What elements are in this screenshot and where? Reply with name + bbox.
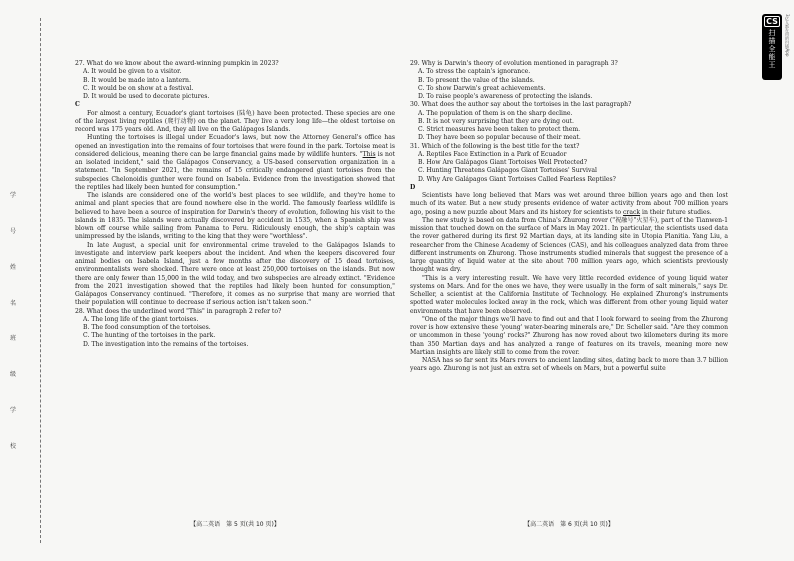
right-column: [410, 60, 728, 546]
q29-option-d: D. To raise people's awareness of protecting the islands.: [418, 93, 593, 100]
passage-d-paragraph-2: The new study is based on data from China's Zhurong rover ("祝融号"火星车), part of the Tianwen-1 mission that touched down on the surface of Mars in May 2021. In particular, the scientists used data the rover gathered during its first 92 Martian days, at its landing site in Utopia Planitia. Yang Liu, a researcher from the Chinese Academy of Sciences (CAS), and his colleagues analyzed data from three different instruments on Zhurong. Those instruments studied minerals that suggest the presence of a large quantity of liquid water at the site about 700 million years ago, which scientists previously thought was dry.: [410, 216, 728, 274]
passage-c-paragraph-4: In late August, a special unit for environmental crime traveled to the Galápagos Islands to investigate and interview park keepers about the incident. And when the keepers discovered four animal bodies on Isabela Island, just a few months after the discovery of 15 dead tortoises, environmentalists were shocked. There were once at least 250,000 tortoises on the islands. But now there are only fewer than 15,000 in the wild today, and two subspecies are already extinct. "Evidence from the 2021 investigation showed that the reptiles had likely been hunted for consumption," Galápagos Conservancy continued. "Therefore, it comes as no surprise that many are worried that their population will continue to decrease if serious action isn't taken soon.": [75, 241, 395, 307]
q30-option-a: A. The population of them is on the sharp decline.: [418, 109, 573, 117]
q29-option-c: C. To show Darwin's great achievements.: [418, 84, 546, 92]
passage-d-paragraph-1: [410, 192, 728, 217]
q28-option-d: D. The investigation into the remains of the tortoises.: [83, 340, 249, 348]
passage-d-paragraph-3: "This is a very interesting result. We have very little recorded evidence of young liquid water systems on Mars. And for the ones we have, they were usually in the form of salt minerals," says Dr. Scheller, a scientist at the California Institute of Technology. He explained Zhurong's instruments spotted water molecules locked away in the rock, which was different from other young liquid water environments that have been observed.: [410, 274, 728, 315]
section-d-heading: D: [410, 183, 416, 191]
passage-d-paragraph-5: NASA has so far sent its Mars rovers to ancient landing sites, dating back to more than 3.7 billion years ago. Zhurong is not just an extra set of wheels on Mars, but a powerful suite: [410, 357, 728, 373]
q31-option-b: B. How Are Galápagos Giant Tortoises Well Protected?: [418, 159, 587, 166]
gutter-char: 学: [9, 407, 16, 415]
q31-option-c: C. Hunting Threatens Galápagos Giant Tortoises' Survival: [418, 167, 597, 175]
gutter-char: 学: [9, 192, 16, 199]
paragraph-text: Hunting the tortoises is illegal under Ecuador's laws, but now the Attorney General's office has opened an investigation into the remains of four tortoises that were found in the park. Tortoise meat is considered delicious, meaning there can be large financial gains made by wildlife hunters. ": [75, 134, 395, 158]
passage-c-paragraph-2: [75, 134, 395, 192]
passage-d-paragraph-4: "One of the major things we'll have to find out and that I look forward to seeing from the Zhurong rover is how extensive these 'young' water-bearing minerals are," Dr. Scheller said. "Are they common or uncommon in these 'young' rocks?" Zhurong has now roved about two kilometers during its more than 350 Martian days and has analyzed a range of features on its travels, meaning more new Martian insights are likely still to come from the rover.: [410, 315, 728, 356]
q30-option-b: B. It is not very surprising that they are dying out.: [418, 117, 574, 125]
paragraph-text: is not an isolated incident," said the Galápagos Conservancy, a US-based conservation organization in a statement. "In September 2021, the remains of 15 critically endangered giant tortoises from the subspecies Chelonoidis gunther were found on Isabela. Evidence from the investigation showed that the reptiles had likely been hunted for consumption.": [75, 150, 395, 191]
app-tagline: 3亿人都在用的扫描App: [785, 14, 790, 57]
passage-c-paragraph-3: The islands are considered one of the world's best places to see wildlife, and they're home to animal and plant species that are found nowhere else in the world. The famously fearless wildlife is believed to have been a source of inspiration for Darwin's theory of evolution, following his visit to the islands in 1835. The islands were actually discovered by accident in 1535, when a Spanish ship was blown off course while sailing from Panama to Peru. Ridiculously enough, the ship's captain was unimpressed by the islands, writing to the king that they were "worthless".: [75, 192, 395, 241]
question-30-stem: 30. What does the author say about the tortoises in the last paragraph?: [410, 101, 632, 109]
question-27-stem: 27. What do we know about the award-winning pumpkin in 2023?: [75, 60, 279, 67]
q28-option-a: A. The long life of the giant tortoises.: [83, 315, 199, 323]
question-29-stem: 29. Why is Darwin's theory of evolution mentioned in paragraph 3?: [410, 60, 618, 67]
paragraph-text: Scientists have long believed that Mars was wet around three billion years ago and then lost much of its water. But a new study presents evidence of water activity from about 700 million years ago, posing a new puzzle about Mars and its history for scientists to: [410, 192, 728, 216]
scanner-app-logo: [762, 14, 782, 80]
section-c-heading: C: [75, 101, 80, 109]
cs-logo-icon: CS: [766, 17, 778, 26]
binding-line: [40, 18, 41, 543]
q27-option-d: D. It would be used to decorate pictures.: [83, 93, 210, 100]
question-31-stem: 31. Which of the following is the best title for the text?: [410, 142, 580, 150]
gutter-char: 校: [9, 442, 16, 450]
gutter-char: 名: [9, 299, 16, 307]
q28-option-c: C. The hunting of the tortoises in the park.: [83, 332, 216, 340]
q27-option-a: A. It would be given to a visitor.: [83, 68, 182, 76]
question-28-stem: 28. What does the underlined word "This" in paragraph 2 refer to?: [75, 307, 282, 315]
q31-option-a: A. Reptiles Face Extinction in a Park of Ecuador: [418, 150, 567, 158]
paragraph-text: in their future studies.: [640, 208, 712, 216]
gutter-char: 号: [9, 227, 16, 235]
left-column: [75, 60, 395, 546]
q27-option-c: C. It would be on show at a festival.: [83, 84, 194, 92]
q27-option-b: B. It would be made into a lantern.: [83, 76, 191, 84]
q30-option-d: D. They have been so popular because of their meat.: [418, 134, 581, 142]
q29-option-b: B. To present the value of the islands.: [418, 76, 535, 84]
gutter-char: 姓: [9, 263, 16, 271]
gutter-char: 级: [9, 371, 16, 379]
page-footer-right: 【高二英语 第 6 页(共 10 页)】: [524, 521, 614, 528]
q29-option-a: A. To stress the captain's ignorance.: [418, 68, 531, 76]
q31-option-d: D. Why Are Galápagos Giant Tortoises Called Fearless Reptiles?: [418, 175, 616, 183]
underlined-word-this: This: [362, 150, 376, 158]
binding-gutter: [6, 190, 20, 450]
gutter-char: 班: [9, 335, 16, 343]
passage-c-paragraph-1: For almost a century, Ecuador's giant tortoises (陆龟) have been protected. These species are one of the largest living reptiles (爬行动物) on the planet. They live a very long life—the oldest tortoise on record was 175 years old. And, they all live on the Galápagos Islands.: [75, 109, 395, 133]
underlined-word-crack: crack: [623, 208, 641, 216]
q28-option-b: B. The food consumption of the tortoises.: [83, 324, 211, 331]
q30-option-c: C. Strict measures have been taken to protect them.: [418, 126, 581, 133]
page-footer-left: 【高二英语 第 5 页(共 10 页)】: [190, 521, 280, 528]
app-name: 扫描全能王: [768, 29, 776, 69]
